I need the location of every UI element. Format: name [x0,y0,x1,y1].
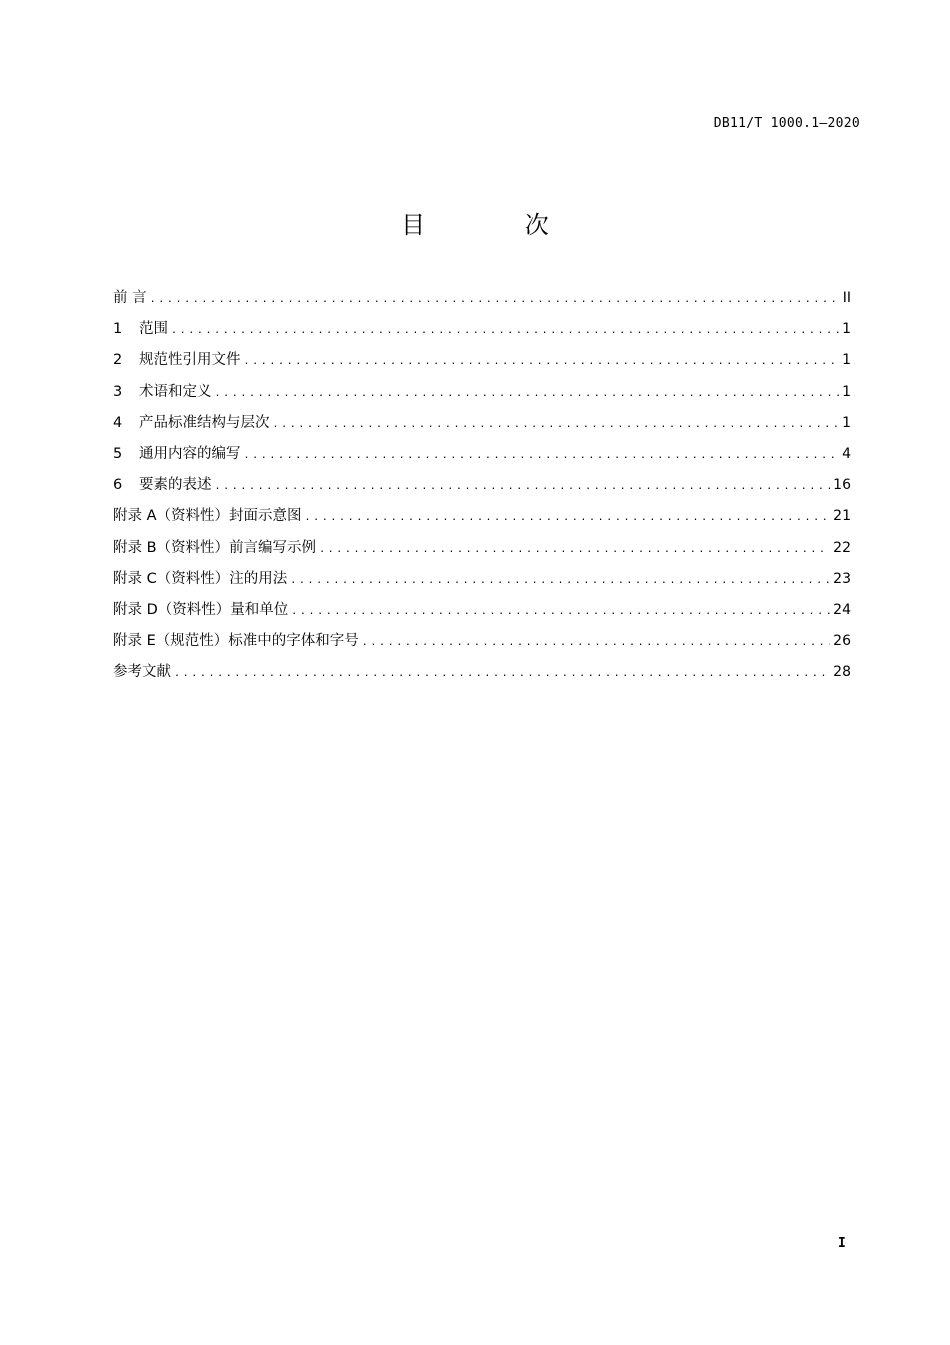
toc-entry-label [113,536,316,560]
toc-entry-title: 规范性引用文件 [139,352,241,369]
toc-dot-leader [174,662,830,686]
toc-entry-title: 附录 C（资料性）注的用法 [113,570,288,587]
toc-entry-label [113,286,147,310]
toc-entry-label [113,442,241,466]
toc-entry-appendix-b[interactable] [113,536,851,567]
toc-entry-title: 参考文献 [113,664,171,681]
toc-dot-leader [362,631,830,655]
document-code: DB11/T 1000.1—2020 [713,116,860,131]
toc-entry-page: 1 [842,352,851,369]
toc-dot-leader [273,413,840,437]
toc-entry-page: 4 [842,445,851,462]
toc-entry-number: 2 [113,352,123,369]
toc-entry-label [113,567,287,591]
toc-dot-leader [244,444,840,468]
toc-entry-normative-references[interactable] [113,348,851,379]
toc-entry-title: 附录 A（资料性）封面示意图 [113,508,302,525]
toc-entry-page: 24 [833,601,851,618]
toc-entry-page: 1 [842,414,851,431]
toc-entry-page: 1 [842,383,851,400]
toc-entry-page: 21 [833,508,851,525]
toc-entry-label [113,598,288,622]
toc-entry-page: 26 [833,633,851,650]
toc-dot-leader [171,319,839,343]
toc-entry-appendix-e[interactable] [113,629,851,660]
page-number: I [838,1236,846,1251]
toc-entry-title: 通用内容的编写 [139,445,241,462]
toc-entry-title: 前 言 [113,290,147,306]
toc-entry-number: 1 [113,321,123,338]
table-of-contents [113,286,851,691]
toc-entry-title: 附录 B（资料性）前言编写示例 [113,539,317,556]
toc-entry-number: 6 [113,477,123,494]
toc-entry-page: 16 [833,477,851,494]
toc-dot-leader [290,569,830,593]
toc-entry-appendix-d[interactable] [113,598,851,629]
toc-entry-title: 附录 E（规范性）标准中的字体和字号 [113,633,359,650]
toc-entry-title: 术语和定义 [139,383,212,400]
toc-entry-label [113,504,302,528]
toc-entry-page: 23 [833,570,851,587]
toc-dot-leader [215,475,831,499]
toc-title: 目 次 [401,211,595,239]
toc-entry-scope[interactable] [113,317,851,348]
toc-entry-page: II [842,290,851,306]
toc-entry-number: 4 [113,414,123,431]
toc-entry-terms-definitions[interactable] [113,380,851,411]
toc-dot-leader [291,600,830,624]
toc-entry-label [113,380,212,404]
toc-dot-leader [244,350,840,374]
toc-entry-label [113,473,212,497]
toc-entry-label [113,629,359,653]
toc-dot-leader [215,382,840,406]
toc-entry-title: 范围 [139,321,168,338]
toc-entry-number: 3 [113,383,123,400]
toc-entry-appendix-a[interactable] [113,504,851,535]
toc-entry-label [113,317,168,341]
toc-entry-label [113,411,270,435]
toc-entry-bibliography[interactable] [113,660,851,691]
toc-entry-title: 附录 D（资料性）量和单位 [113,601,289,618]
toc-entry-label [113,348,241,372]
toc-entry-title: 要素的表述 [139,477,212,494]
toc-entry-title: 产品标准结构与层次 [139,414,270,431]
toc-dot-leader [150,288,840,312]
toc-entry-foreword[interactable] [113,286,851,317]
toc-entry-elements[interactable] [113,473,851,504]
toc-entry-label [113,660,171,684]
toc-entry-page: 22 [833,539,851,556]
toc-entry-appendix-c[interactable] [113,567,851,598]
toc-entry-general-content[interactable] [113,442,851,473]
toc-entry-structure[interactable] [113,411,851,442]
toc-entry-page: 1 [842,321,851,338]
toc-dot-leader [305,506,831,530]
toc-entry-number: 5 [113,445,123,462]
toc-entry-page: 28 [833,664,851,681]
toc-dot-leader [319,538,830,562]
